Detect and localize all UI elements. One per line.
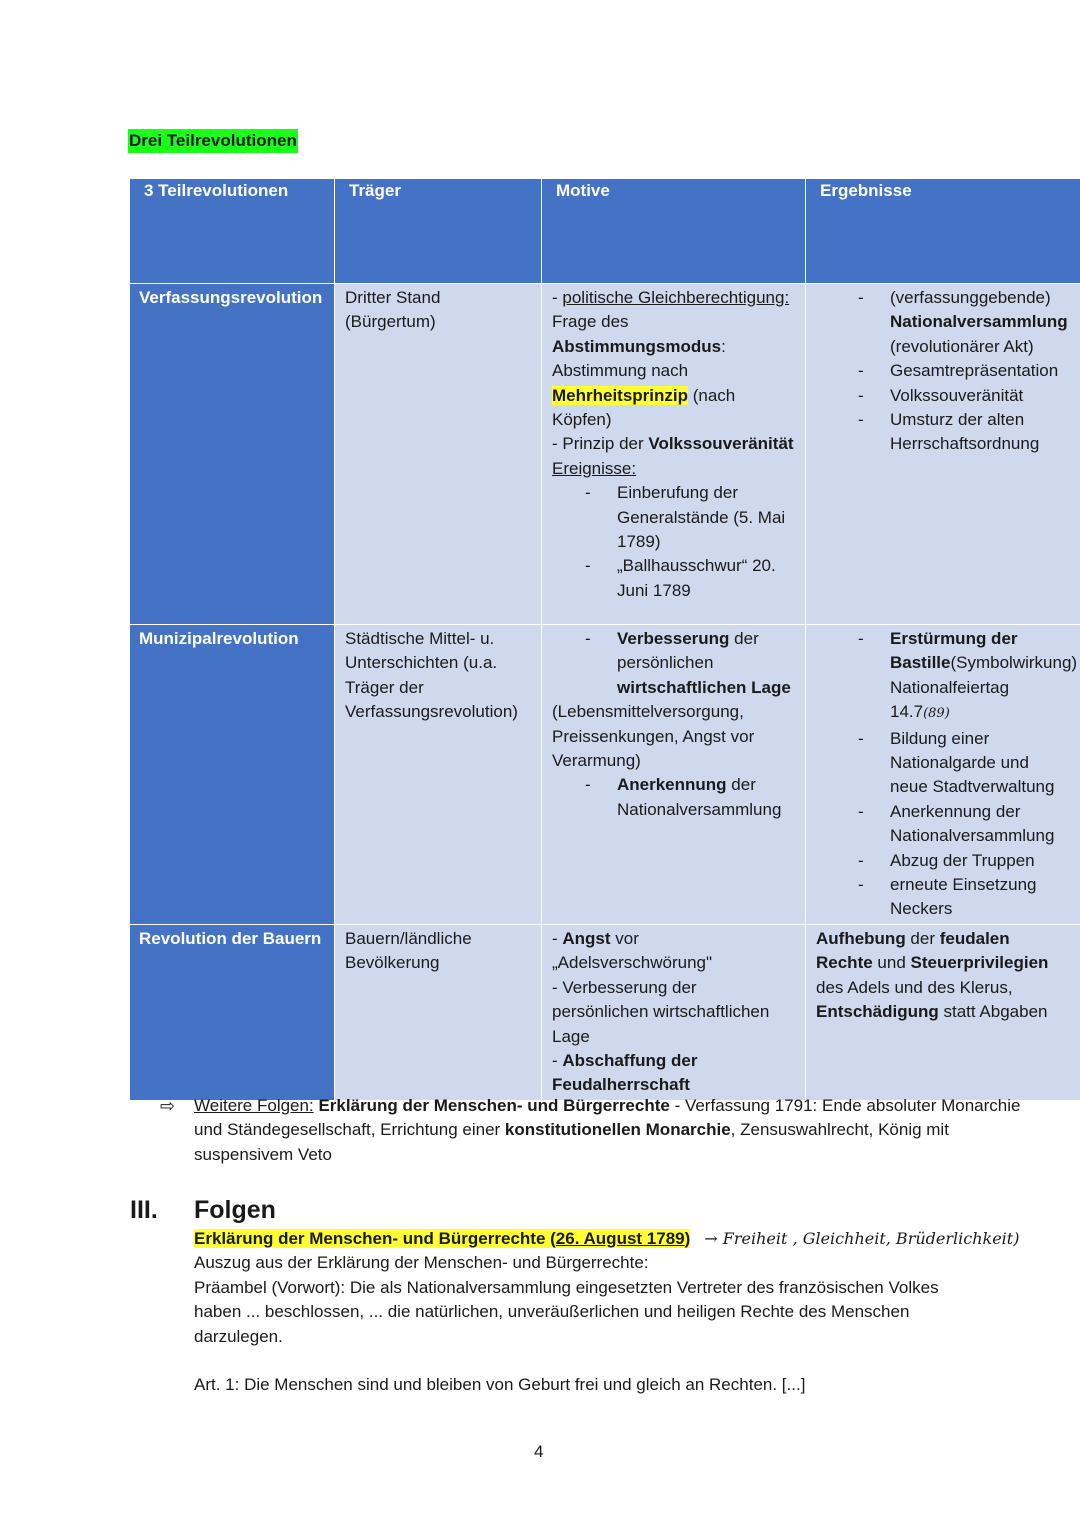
section-body bbox=[194, 1227, 1080, 1397]
cell-motive bbox=[542, 625, 806, 925]
arrow-right-icon: ⇨ bbox=[160, 1096, 176, 1116]
col-header-traeger: Träger bbox=[335, 179, 542, 284]
col-header-ergebnisse: Ergebnisse bbox=[806, 179, 1080, 284]
motive-text: - Prinzip der Volkssouveränität bbox=[552, 434, 794, 454]
declaration-highlight: Erklärung der Menschen- und Bürgerrechte (26. August 1789) bbox=[194, 1229, 691, 1248]
list-item: - Volkssouveränität bbox=[816, 384, 1070, 408]
traeger-line: (Bürgertum) bbox=[345, 312, 436, 332]
cell-ergebnisse bbox=[806, 284, 1080, 625]
list-item: - erneute Einsetzung Neckers bbox=[816, 873, 1070, 922]
list-item: - Erstürmung der Bastille(Symbolwirkung) Nationalfeiertag 14.7(89) bbox=[816, 627, 1070, 727]
section-numeral: III. bbox=[130, 1196, 158, 1224]
motive-text: Abstimmung nach Mehrheitsprinzip (nach Köpfen) bbox=[552, 361, 736, 430]
list-item: - Bildung einer Nationalgarde und neue Stadtverwaltung bbox=[816, 727, 1070, 800]
col-header-teilrevolutionen: 3 Teilrevolutionen bbox=[130, 179, 335, 284]
cell-ergebnisse bbox=[806, 625, 1080, 925]
ergebnisse-list bbox=[816, 627, 1078, 922]
list-item: - (verfassunggebende) Nationalversammlung (revolutionärer Akt) bbox=[816, 286, 1070, 359]
section-title: Folgen bbox=[194, 1196, 276, 1224]
traeger-line: Dritter Stand bbox=[345, 288, 441, 307]
row-label-munizipalrevolution: Munizipalrevolution bbox=[130, 625, 335, 925]
cell-motive bbox=[542, 924, 806, 1100]
col-header-motive: Motive bbox=[542, 179, 806, 284]
table-row bbox=[130, 924, 1080, 1100]
declaration-heading bbox=[194, 1227, 1080, 1251]
traeger-line: Städtische Mittel- u. Unterschichten (u.a. Träger der Verfassungsrevolution) bbox=[345, 629, 518, 722]
table-row bbox=[130, 284, 1080, 625]
list-item: - Verbesserung der persönlichen wirtschaftlichen Lage bbox=[552, 627, 795, 700]
body-text: Art. 1: Die Menschen sind und bleiben von Geburt frei und gleich an Rechten. [...] bbox=[194, 1375, 806, 1395]
page-number: 4 bbox=[534, 1442, 544, 1461]
traeger-line: Bauern/ländliche Bevölkerung bbox=[345, 928, 472, 973]
list-item: - Anerkennung der Nationalversammlung bbox=[552, 773, 795, 822]
body-text: Präambel (Vorwort): Die als Nationalversammlung eingesetzten Vertreter des französischen Volkes haben ... beschlossen, ... die natürlichen, unveräußerlichen und heiligen Rechte des Menschen darzulegen. bbox=[194, 1277, 939, 1346]
row-label-revolution-der-bauern: Revolution der Bauern bbox=[130, 924, 335, 1100]
list-item: - Gesamtrepräsentation bbox=[816, 359, 1070, 383]
revolutions-table bbox=[129, 178, 1080, 1101]
handwritten-year: (89) bbox=[923, 706, 950, 722]
table-row bbox=[130, 625, 1080, 925]
cell-traeger bbox=[335, 625, 542, 925]
cell-traeger bbox=[335, 284, 542, 625]
ergebnisse-list bbox=[816, 286, 1070, 457]
events-list bbox=[552, 481, 795, 603]
row-label-verfassungsrevolution: Verfassungsrevolution bbox=[130, 284, 335, 625]
cell-traeger bbox=[335, 924, 542, 1100]
list-item: - Einberufung der Generalstände (5. Mai 1789) bbox=[552, 481, 795, 554]
motive-text: - politische Gleichberechtigung: Frage des Abstimmungsmodus: bbox=[552, 288, 790, 356]
cell-motive bbox=[542, 284, 806, 625]
motive-text: (Lebensmittelversorgung, Preissenkungen, Angst vor Verarmung) bbox=[552, 702, 755, 771]
handwritten-note: → Freiheit , Gleichheit, Brüderlichkeit) bbox=[704, 1229, 1020, 1248]
motive-list bbox=[552, 773, 795, 822]
motive-text: - Abschaffung der Feudalherrschaft bbox=[552, 1050, 698, 1095]
ergebnisse-text: Aufhebung der feudalen Rechte und Steuerprivilegien des Adels und des Klerus, Entschädigung statt Abgaben bbox=[816, 928, 1049, 1022]
motive-list bbox=[552, 627, 795, 700]
motive-text: - Verbesserung der persönlichen wirtschaftlichen Lage bbox=[552, 977, 770, 1046]
list-item: - Umsturz der alten Herrschaftsordnung bbox=[816, 408, 1070, 457]
weitere-folgen-note bbox=[160, 1094, 1040, 1167]
body-text: Auszug aus der Erklärung der Menschen- und Bürgerrechte: bbox=[194, 1253, 649, 1273]
cell-ergebnisse bbox=[806, 924, 1080, 1100]
events-label: Ereignisse: bbox=[552, 458, 637, 478]
motive-text: - Angst vor „Adelsverschwörung" bbox=[552, 928, 713, 973]
weitere-folgen-text: Weitere Folgen: Erklärung der Menschen- und Bürgerrechte - Verfassung 1791: Ende absoluter Monarchie und Ständegesellschaft, Errichtung einer konstitutionellen Monarchie, Zensuswahlrecht, König mit suspensivem Veto bbox=[194, 1096, 1021, 1164]
list-item: - Anerkennung der Nationalversammlung bbox=[816, 800, 1070, 849]
section-heading: Drei Teilrevolutionen bbox=[128, 129, 298, 153]
list-item: - Abzug der Truppen bbox=[816, 849, 1070, 873]
table-header-row bbox=[130, 179, 1080, 284]
list-item: - „Ballhausschwur“ 20. Juni 1789 bbox=[552, 554, 795, 603]
